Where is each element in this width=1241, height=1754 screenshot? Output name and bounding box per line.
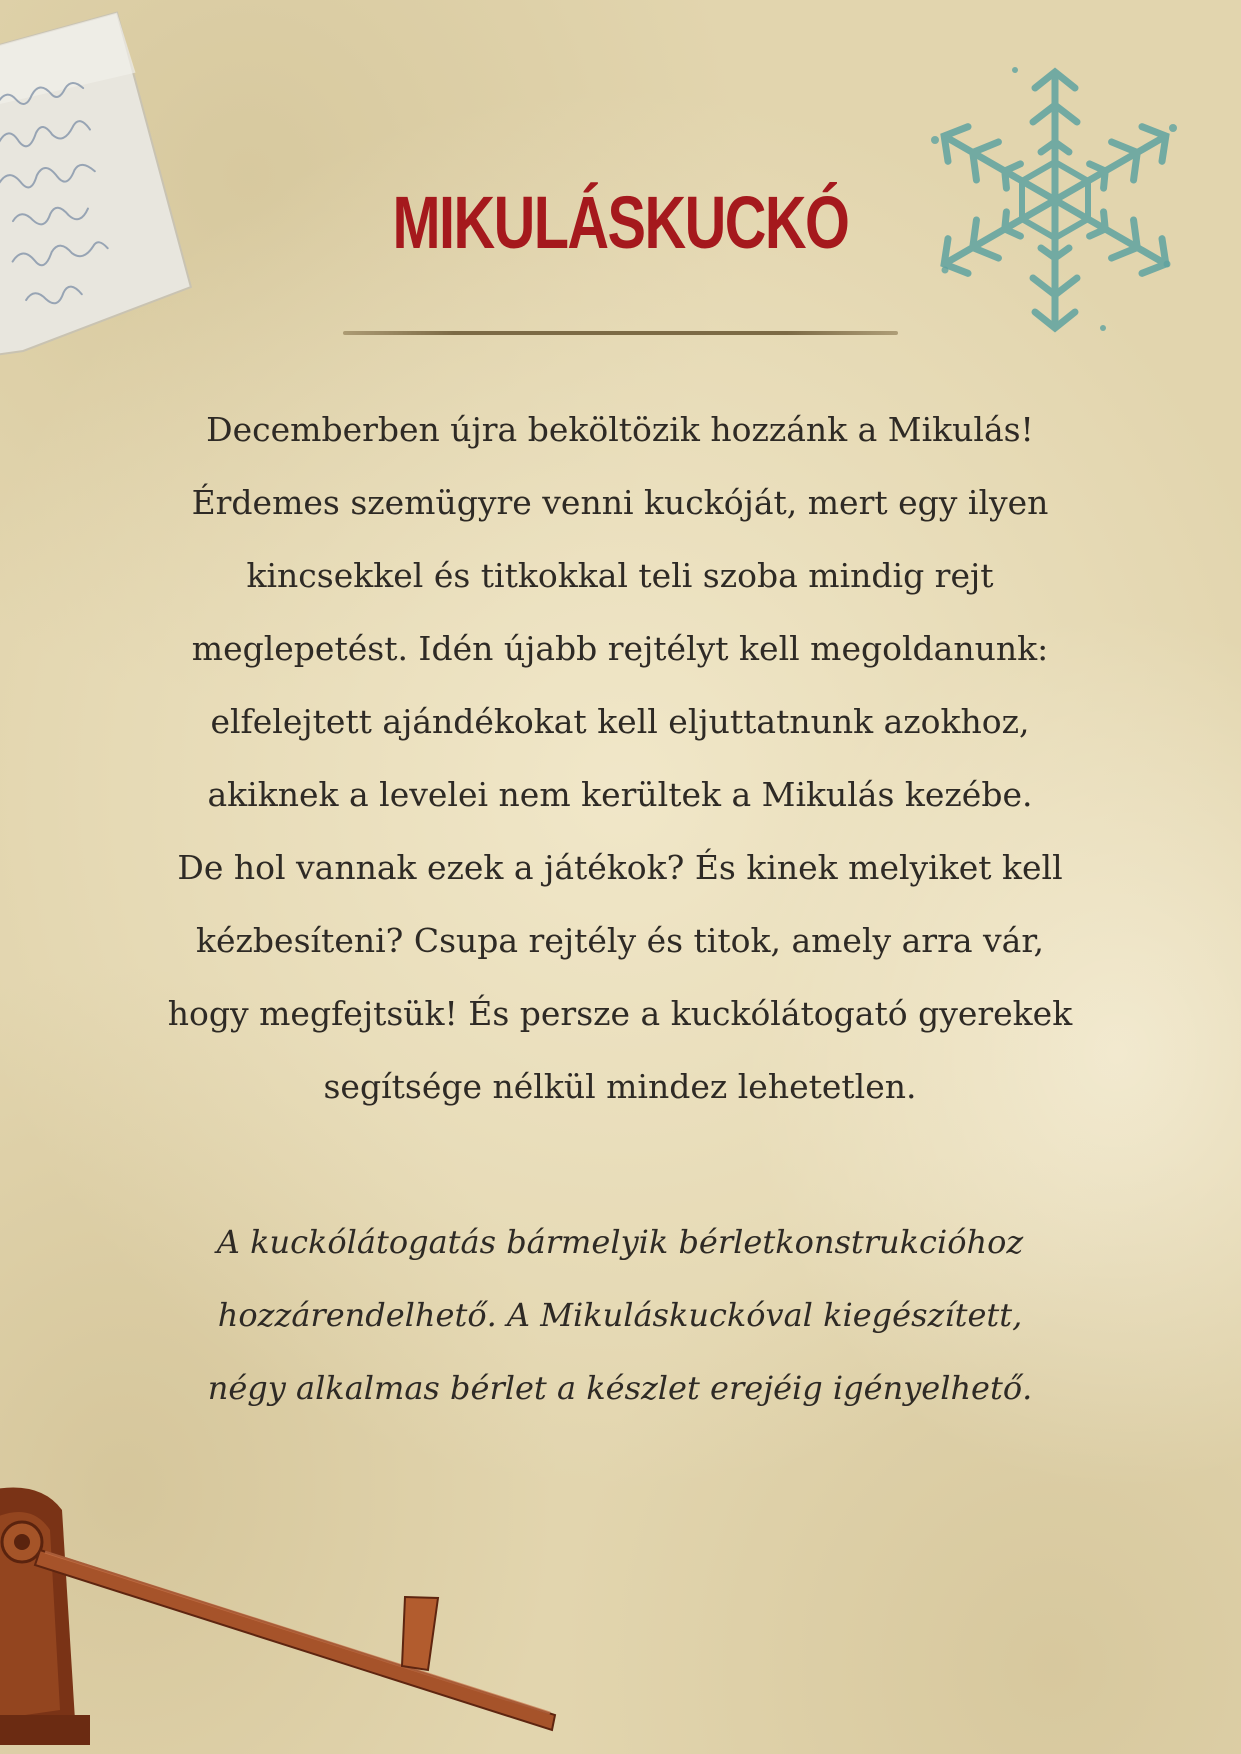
wooden-toy-lever-illustration [0, 1470, 580, 1754]
intro-line: meglepetést. Idén újabb rejtélyt kell megoldanunk: [191, 629, 1049, 668]
intro-paragraph [120, 393, 1120, 1123]
intro-line: akiknek a levelei nem kerültek a Mikulás kezébe. [207, 775, 1033, 814]
title-divider [343, 331, 898, 335]
intro-line: hogy megfejtsük! És persze a kuckólátogató gyerekek [167, 994, 1073, 1033]
intro-line: Érdemes szemügyre venni kuckóját, mert egy ilyen [191, 483, 1049, 522]
intro-line: De hol vannak ezek a játékok? És kinek melyiket kell [177, 848, 1063, 887]
intro-line: kincsekkel és titkokkal teli szoba mindig rejt [246, 556, 994, 595]
intro-line: elfelejtett ajándékokat kell eljuttatnunk azokhoz, [210, 702, 1030, 741]
subscription-note [120, 1206, 1120, 1425]
intro-line: kézbesíteni? Csupa rejtély és titok, amely arra vár, [196, 921, 1044, 960]
intro-line: segítsége nélkül mindez lehetetlen. [323, 1067, 917, 1106]
page-title: MIKULÁSKUCKÓ [392, 181, 849, 264]
handwritten-letter-note-illustration [0, 0, 200, 370]
note-line: A kuckólátogatás bármelyik bérletkonstrukcióhoz [216, 1223, 1024, 1261]
intro-line: Decemberben újra beköltözik hozzánk a Mikulás! [206, 410, 1034, 449]
note-line: hozzárendelhető. A Mikuláskuckóval kiegészített, [217, 1296, 1023, 1334]
note-line: négy alkalmas bérlet a készlet erejéig igényelhető. [207, 1369, 1033, 1407]
